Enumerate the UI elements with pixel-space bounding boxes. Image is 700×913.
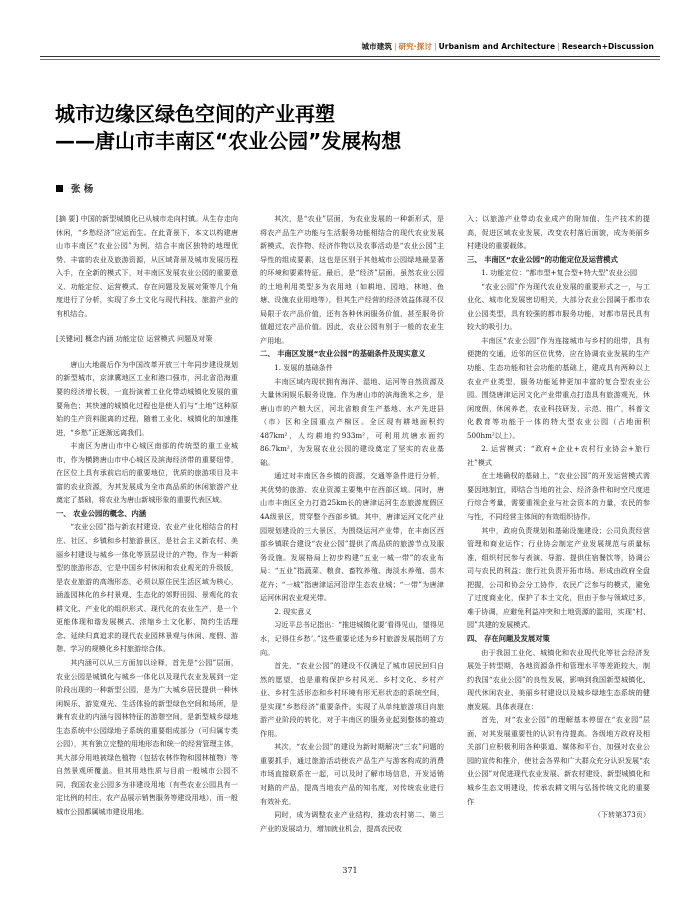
paragraph: 其内涵可以从三方面加以诠释，首先是“公园”层面，农业公园是城镇化与城乡一体化以及现代农业发展到一定阶段出现的一种新型公园，是为广大城乡居民提供一种休闲娱乐、游览观光、生活体验的新型绿色空间和场所，是兼有农业的内涵与园林特征的游憩空间，是新型城乡绿地生态系统中公园绿地子系统的重要组成部分（可归属专类公园），其有独立完整的用地形态和统一的经营管理主体，其大部分用地被绿色植物（包括农林作物和园林植物）等自然景观所覆盖。但其用地性质与目前一般城市公园不同，我国农业公园多为非建设用地（有些农业公园具有一定比例的村庄、农产品展示销售服务等建设用地），而一般城市公园都属城市建设用地。 [56,657,238,816]
journal-header [362,41,654,52]
paragraph: 丰南区域内现状拥有海洋、湿地、运河等自然资源及大量休闲娱乐服务设施。作为唐山市的滨海渔米之乡，是唐山市的产粮大区，河北省粮食生产基地、水产先进县（市）区和全国重点产棉区。全区现有耕地面积约487km²，人均耕地约933m²，可利用坑塘水面约86.7km²，为发展农业公园的建设奠定了坚实的农业基础。 [260,376,444,467]
subsection-heading: 2. 现实意义 [274,606,312,616]
paragraph: 首先，对“农业公园”的理解基本停留在“农业园”层面，对其发展重要性的认识有待提高。各级地方政府及相关部门应积极利用各种渠道、媒体和平台，加强对农业公园的宣传和推介，使社会各界和广大群众充分认识发展“农业公园”对促进现代农业发展、新农村建设、新型城镇化和城乡生态文明建设，传承农耕文明与弘扬传统文化的重要作 [467,715,650,806]
author-name: 张 杨 [71,184,94,195]
header-separator: | [393,42,397,51]
section-heading: 二、 丰南区发展“农业公园”的基础条件及现实意义 [260,349,426,359]
column-name: 研究·探讨 [398,42,432,51]
header-separator: | [433,42,437,51]
header-separator: | [557,42,560,51]
paragraph: 习近平总书记指出：“推进城镇化要‘看得见山，望得见水，记得住乡愁’。”这些重要论述为乡村旅游发展指明了方向。 [260,620,444,657]
paragraph: 其次，是“农业”层面，为农业发展的一种新形式，是将农产品生产功能与生活服务功能相结合的现代农业发展新模式，农作物、经济作物以及农事活动是“农业公园”主导性的组成要素，这也是区别于其他城市公园绿地最显著的环境和要素特征。最后，是“经济”层面，虽然农业公园的土地利用类型多为农用地（如耕地、园地、林地、鱼塘、设施农业用地等），但其生产经营的经济效益体现不仅局限于农产品价值，还有各种休闲服务价值，甚至服务价值超过农产品价值。因此，农业公园有别于一般的农业生产用地。 [260,214,444,345]
paragraph: 通过对丰南区各乡镇的资源、交通等条件进行分析，其优势的旅游、农业资源主要集中在西部区域。同时，唐山市丰南区全力打造25km长的唐津运河生态旅游度假区4A级景区，贯穿整个西部乡镇。其中，唐津运河文化产业园规划建设的三大景区，为围绕运河产业带，在丰南区西部乡镇联合建设“农业公园”提供了高品质的旅游节点及服务设施。发展格局上初步构建“五业一城一带”的农业布局：“五业”指蔬菜、粮食、畜牧养殖、海淡水养殖、苗木花卉；“一城”指唐津运河沿岸生态农业城；“一带”为唐津运河休闲农业观光带。 [260,471,444,603]
section-heading: 三、 丰南区“农业公园”的功能定位及运营模式 [467,254,618,264]
header-rule-thin [40,59,660,60]
author-line [56,181,93,195]
subsection-heading: 1. 功能定位：“都市型+复合型+特大型”农业公园 [481,268,638,278]
continued-note: （下转第373页） [593,810,650,820]
subsection-heading: 1. 发展的基础条件 [274,363,333,373]
paragraph: 同时，成为调整农业产业结构，推动农村第二、第三产业的发展动力，增加就业机会，提高农民收 [260,810,444,833]
keywords-text: 概念内涵 功能定位 运营模式 问题及对策 [85,334,213,344]
section-heading: 四、 存在问题及发展对策 [467,633,550,643]
column-2 [260,212,444,835]
section-heading: 一、 农业公园的概念、内涵 [56,508,147,518]
abstract-text: 中国的新型城镇化已从城市走向村镇。从生存走向休闲，“乡愁经济”应运而生。在此背景下，本文以构建唐山市丰南区“农业公园”为例，结合丰南区独特的地理优势、丰富的农业及旅游资源，从区域背景及城市发展历程入手，在全新的模式下，对丰南区发展农业公园的重要意义、功能定位、运营模式、存在问题及发展对策等几个角度进行了分析，实现了乡土文化与现代科技、旅游产业的有机结合。 [56,214,239,318]
subsection-heading: 2. 运营模式：“政府+企业+农村行业协会+旅行社”模式 [467,444,650,467]
paragraph: 丰南区“农业公园”作为连接城市与乡村的纽带，具有便捷的交通，近邻的区位优势，应在协调农业发展的生产功能、生态功能和社会功能的基础上，建成具有两种以上农业产业类型，服务功能延伸更加丰富的复合型农业公园。围绕唐津运河文化产业带重点打造具有旅游观光，休闲度假，休闲养老，农业科技研发、示范、推广，科普文化教育等功能于一体的特大型农业公园（占地面积500hm²以上）。 [467,335,650,440]
journal-name: 城市建筑 [361,42,392,51]
paragraph: 丰南区为唐山市中心城区南部的传统型的重工业城市，作为横跨唐山市中心城区及滨海经济带的重要纽带，在区位上具有承前启后的重要地位，优质的旅游项目及丰富的农业资源，为其发展成为全市高品质的休闲旅游产业奠定了基础，将农业为唐山新城形象的重要代表区域。 [56,441,238,505]
column-name-en: Research+Discussion [561,42,654,51]
keywords [56,332,238,346]
paragraph: 其中，政府负责规划和基础设施建设；公司负责经营管理和商业运作；行业协会制定产业发展规范与质量标准，组织村民参与表演、导游、提供住宿餐饮等，协调公司与农民的利益；旅行社负责开拓市场。形成由政府全盘把握，公司和协会分工协作，农民广泛参与的模式，避免了过度商业化，保护了本土文化，但由于参与领域过多，难于协调，应避免利益冲突和土地资源的滥用，实现“村、园”共建的发展模式。 [467,525,650,630]
paragraph: “农业公园”作为现代农业发展的重要形式之一，与工业化、城市化发展密切相关，大部分农业公园属于都市农业公园类型，具有较强的都市服务功能，对都市居民具有较大的吸引力。 [467,281,650,332]
column-1 [56,212,238,819]
page-number: 371 [342,866,358,875]
paragraph: 首先，“农业公园”的建设不仅满足了城市居民回归自然的愿望，也是重构保护乡村风光、乡村文化、乡村产业、乡村生活形态和乡村环境有形无形状态的系统空间，是实现“乡愁经济”重要条件。实现了从单纯旅游项目向旅游产业阶段的转化，对于丰南区的服务业起到整体的推动作用。 [260,661,444,738]
article-subtitle: ——唐山市丰南区“农业公园”发展构想 [55,129,402,153]
paragraph: “农业公园”指与新农村建设、农业产业化相结合的村庄、社区、乡镇和乡村旅游景区，是社会主义新农村、美丽乡村建设与城乡一体化等顶层设计的产物。作为一种新型的旅游形态，它是中国乡村休闲和农业观光的升级版，是农业旅游的高端形态，必须以原住民生活区域为核心，涵盖园林化的乡村景观、生态化的郊野田园、景观化的农耕文化、产业化的组织形式、现代化的农业生产，是一个更能体现和谐发展模式、浓缩乡土文化影、简约生活理念、延续归真追求的现代农业园林景观与休闲、度假、游憩、学习的规模化乡村旅游综合体。 [56,522,238,654]
paragraph: 入；以旅游产业带动农业成产的附加值、生产技术的提高，促进区域农业发展，改变农村落后面貌，成为美丽乡村建设的重要载体。 [467,214,650,251]
paragraph: 其次，“农业公园”的建设为新时期解决“三农”问题的重要抓手，通过旅游活动使农产品生产与游客构成的消费市场直接联系在一起，可以及时了解市场信息，开发适销对路的产品，提高当地农产品的知名度，对传统农业进行有效补充。 [260,742,444,806]
author-marker-icon [56,185,63,192]
paragraph: 在土地确权的基础上，“农业公园”的开发运营模式需要因地制宜，即结合当地的社会、经济条件和时空尺度进行综合考量，需要重视企业与社会资本的力量，农民的参与性，不同经营主体间的有效组织协作。 [467,471,650,522]
article-title: 城市边缘区绿色空间的产业再塑 [55,102,335,126]
abstract-tag: [摘 要] [56,214,79,223]
column-3 [467,212,650,822]
header-rule [40,56,660,57]
journal-name-en: Urbanism and Architecture [438,42,556,51]
abstract [56,212,238,320]
keywords-tag: [关键词] [56,334,83,344]
paragraph: 唐山大地震后作为中国改革开放三十年同步建设规划的新型城市，京津冀地区工业和港口强市，河北省沿海重要的经济增长极，一直扮演着工业化带动城镇化发展的重要角色；其快速的城镇化过程也是使人们与“土地”这种原始的生产资料脱离的过程，随着工业化、城镇化的加速推进，“乡愁”正逐渐远离我们。 [56,359,238,437]
paragraph: 由于我国工业化、城镇化和农业现代化等社会经济发展处于转型期，各地资源条件和管理水平等差距较大，制约我国“农业公园”的良性发展，影响到我国新型城镇化、现代休闲农业、美丽乡村建设以及城乡绿地生态系统的健康发展。具体表现在： [467,647,650,711]
